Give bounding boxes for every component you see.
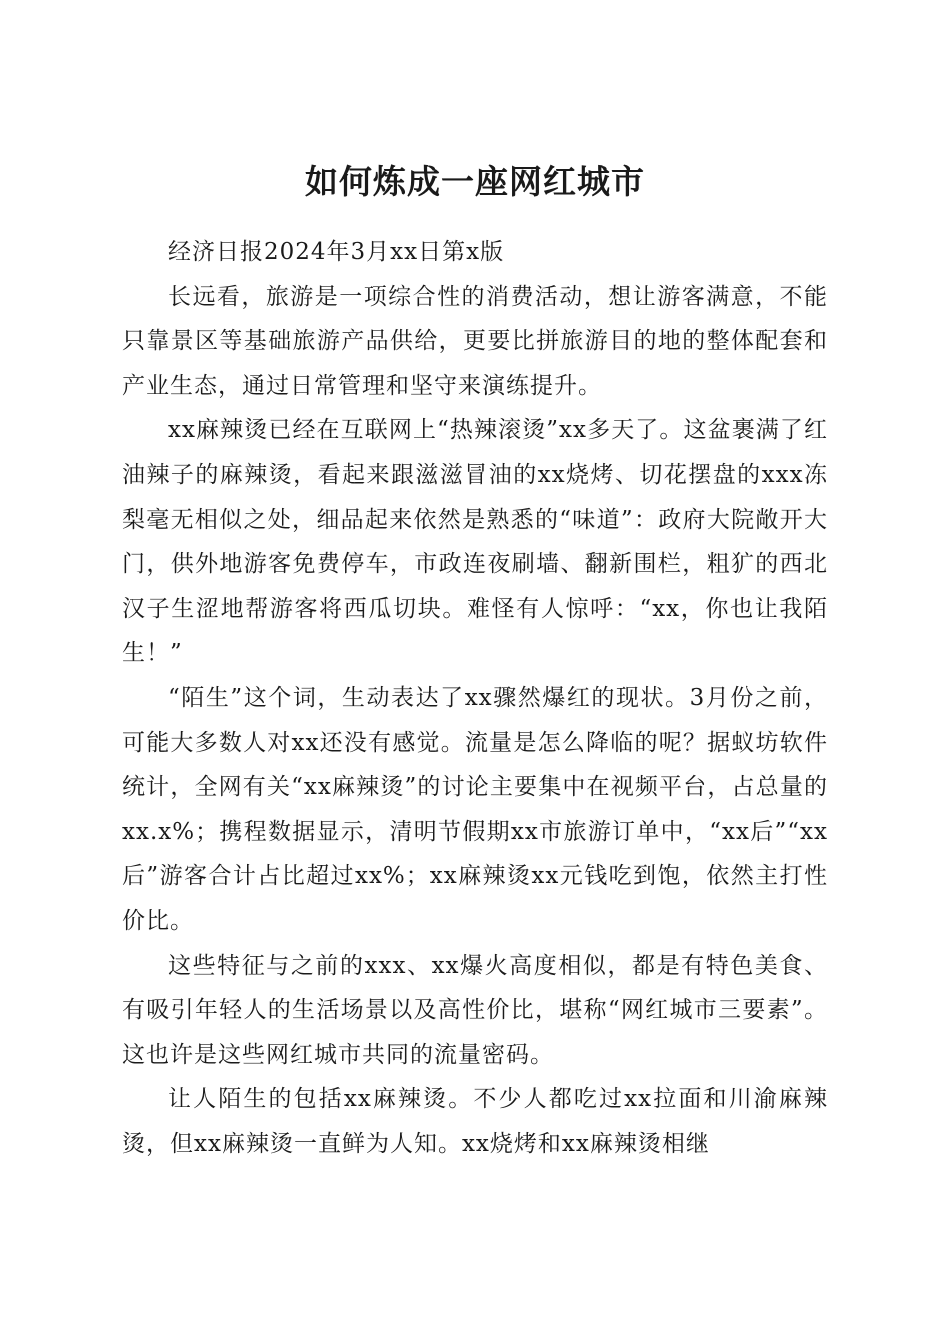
paragraph: 长远看，旅游是一项综合性的消费活动，想让游客满意，不能只靠景区等基础旅游产品供给，更要比拼旅游目的地的整体配套和产业生态，通过日常管理和坚守来演练提升。 xyxy=(122,283,828,399)
article-title: 如何炼成一座网红城市 xyxy=(305,162,645,202)
source-line: 经济日报2024年3月xx日第x版 xyxy=(168,239,505,265)
paragraph: xx麻辣烫已经在互联网上“热辣滚烫”xx多天了。这盆裹满了红油辣子的麻辣烫，看起来跟滋滋冒油的xx烧烤、切花摆盘的xxx冻梨毫无相似之处，细品起来依然是熟悉的“味道”：政府大院敞开大门，供外地游客免费停车，市政连夜刷墙、翻新围栏，粗犷的西北汉子生涩地帮游客将西瓜切块。难怪有人惊呼：“xx，你也让我陌生！” xyxy=(122,417,828,667)
paragraph: 让人陌生的包括xx麻辣烫。不少人都吃过xx拉面和川渝麻辣烫，但xx麻辣烫一直鲜为人知。xx烧烤和xx麻辣烫相继 xyxy=(122,1086,828,1157)
paragraph: “陌生”这个词，生动表达了xx骤然爆红的现状。3月份之前，可能大多数人对xx还没有感觉。流量是怎么降临的呢？据蚁坊软件统计，全网有关“xx麻辣烫”的讨论主要集中在视频平台，占总量的xx.x%；携程数据显示，清明节假期xx市旅游订单中，“xx后”“xx后”游客合计占比超过xx%；xx麻辣烫xx元钱吃到饱，依然主打性价比。 xyxy=(122,684,828,934)
article-body xyxy=(122,230,828,1166)
paragraph: 这些特征与之前的xxx、xx爆火高度相似，都是有特色美食、有吸引年轻人的生活场景以及高性价比，堪称“网红城市三要素”。这也许是这些网红城市共同的流量密码。 xyxy=(122,952,828,1068)
